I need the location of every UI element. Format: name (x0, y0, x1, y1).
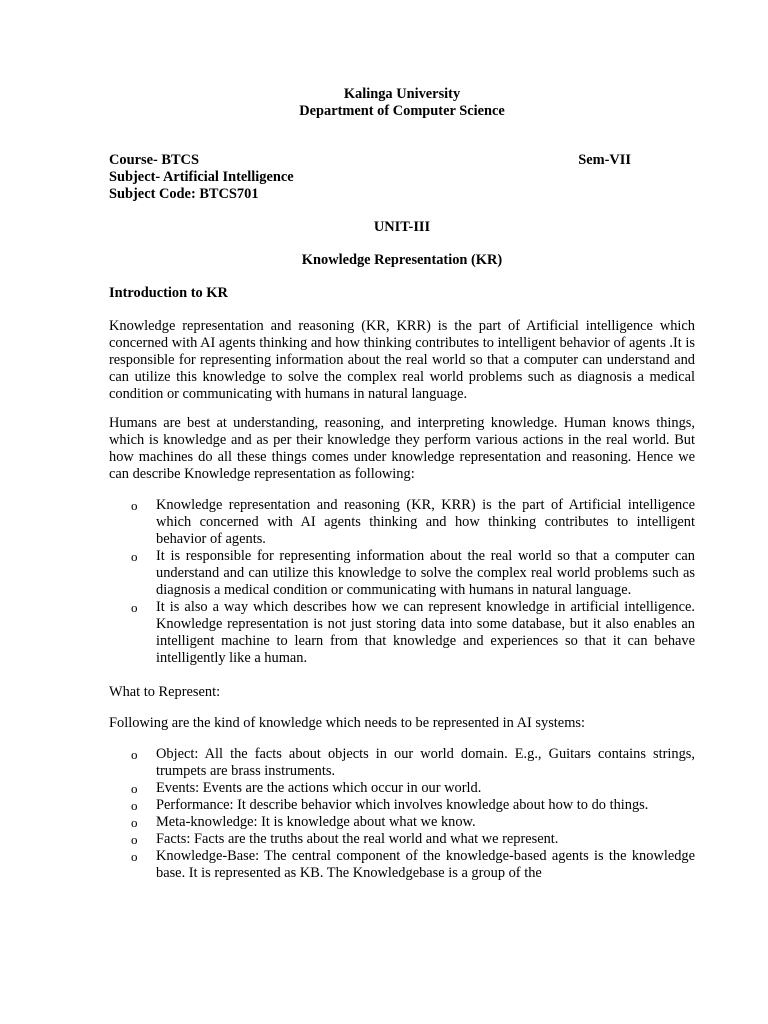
humans-paragraph: Humans are best at understanding, reasoning, and interpreting knowledge. Human knows things, which is knowledge and as per their knowledge they perform various actions in the real world. But how machines do all these things comes under knowledge representation and reasoning. Hence we can describe Knowledge representation as following: (109, 415, 695, 482)
list-item: o Facts: Facts are the truths about the real world and what we represent. (131, 831, 559, 847)
document-content (109, 86, 695, 882)
following-paragraph: Following are the kind of knowledge which needs to be represented in AI systems: (109, 715, 585, 731)
bullet-marker: o (131, 815, 138, 830)
subject-label: Subject- Artificial Intelligence (109, 169, 294, 185)
what-to-represent-heading: What to Represent: (109, 684, 221, 700)
list-item: o Meta-knowledge: It is knowledge about what we know. (131, 814, 476, 830)
kr-description-list (109, 497, 695, 667)
bullet-marker: o (131, 798, 138, 813)
intro-paragraph: Knowledge representation and reasoning (KR, KRR) is the part of Artificial intelligence which concerned with AI agents thinking and how thinking contributes to intelligent behavior of agents .It is responsible for representing information about the real world so that a computer can understand and can utilize this knowledge to solve the complex real world problems such as diagnosis a medical condition or communicating with humans in natural language. (109, 318, 695, 402)
bullet-marker: o (131, 849, 138, 864)
department-name: Department of Computer Science (299, 103, 505, 119)
list-item: o Events: Events are the actions which occur in our world. (131, 780, 482, 796)
list-item: o Object: All the facts about objects in our world domain. E.g., Guitars contains strings, trumpets are brass instruments. (131, 746, 695, 779)
list-item: o Knowledge-Base: The central component of the knowledge-based agents is the knowledge base. It is represented as KB. The Knowledgebase is a group of the (131, 848, 695, 881)
list-item: o Knowledge representation and reasoning (KR, KRR) is the part of Artificial intelligence which concerned with AI agents thinking and how thinking contributes to intelligent behavior of agents. (131, 497, 695, 547)
bullet-marker: o (131, 498, 138, 513)
list-item: o It is also a way which describes how we can represent knowledge in artificial intelligence. Knowledge representation is not just storing data into some database, but it also enables an intelligent machine to learn from that knowledge and experiences so that it can behave intelligently like a human. (131, 599, 695, 666)
semester-label: Sem-VII (578, 152, 631, 168)
knowledge-kinds-list (109, 746, 695, 882)
unit-heading: UNIT-III (373, 219, 431, 235)
bullet-marker: o (131, 781, 138, 796)
intro-heading: Introduction to KR (109, 285, 228, 301)
bullet-marker: o (131, 747, 138, 762)
list-item: o It is responsible for representing information about the real world so that a computer can understand and can utilize this knowledge to solve the complex real world problems such as diagnosis a medical condition or communicating with humans in natural language. (131, 548, 695, 598)
subject-code-label: Subject Code: BTCS701 (109, 186, 259, 202)
course-label: Course- BTCS (109, 152, 199, 168)
university-name: Kalinga University (343, 86, 461, 102)
bullet-marker: o (131, 832, 138, 847)
bullet-marker: o (131, 549, 138, 564)
section-title: Knowledge Representation (KR) (301, 252, 503, 268)
bullet-marker: o (131, 600, 138, 615)
list-item: o Performance: It describe behavior which involves knowledge about how to do things. (131, 797, 649, 813)
course-row (109, 152, 695, 169)
